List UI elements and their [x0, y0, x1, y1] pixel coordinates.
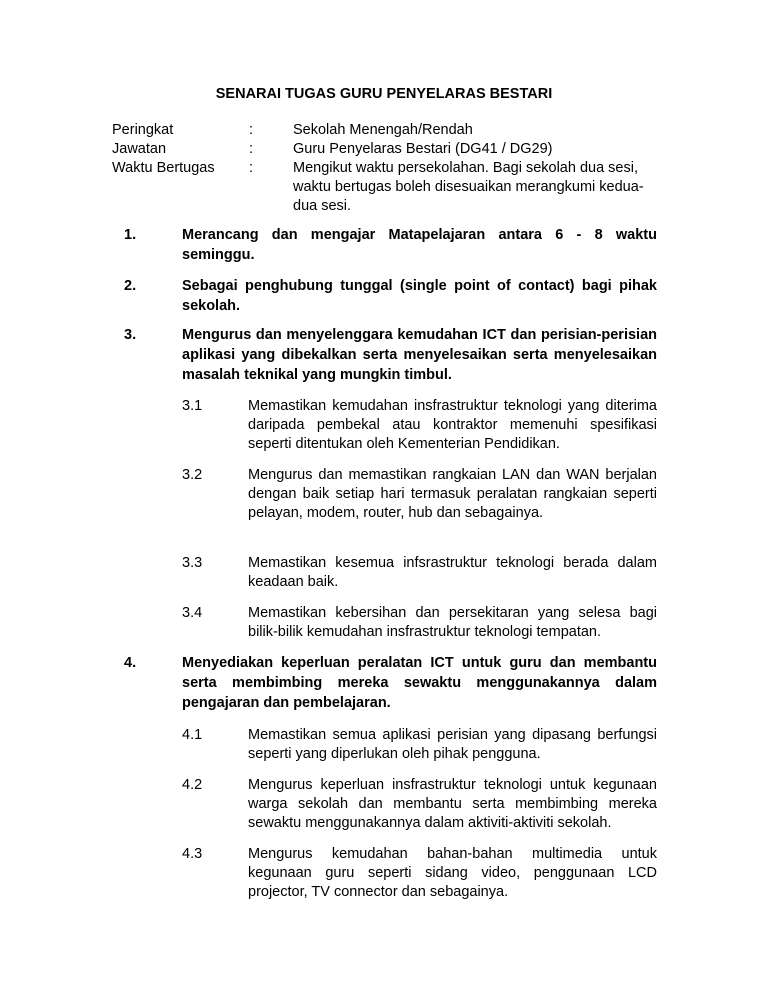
meta-block: [112, 121, 672, 216]
list-item-1: [112, 225, 657, 265]
item-text: Merancang dan mengajar Matapelajaran antara 6 - 8 waktu seminggu.: [182, 227, 657, 263]
meta-row-waktu-bertugas: [112, 159, 672, 216]
subitem-number: 3.2: [182, 467, 203, 483]
list-subitem-4-1: [182, 726, 657, 764]
subitem-number: 4.3: [182, 846, 203, 862]
document-title: SENARAI TUGAS GURU PENYELARAS BESTARI: [215, 86, 553, 102]
item-text: Sebagai penghubung tunggal (single point of contact) bagi pihak sekolah.: [182, 278, 657, 314]
item-text: Menyediakan keperluan peralatan ICT untuk guru dan membantu serta membimbing mereka sewaktu menggunakannya dalam pengajaran dan pembelajaran.: [182, 655, 657, 711]
list-subitem-3-1: [182, 397, 657, 454]
item-number: 2.: [124, 278, 137, 294]
subitem-number: 4.1: [182, 727, 203, 743]
subitem-number: 3.3: [182, 555, 203, 571]
list-subitem-4-2: [182, 776, 657, 833]
meta-value: Guru Penyelaras Bestari (DG41 / DG29): [293, 141, 553, 157]
meta-row-jawatan: [112, 140, 672, 159]
subitem-text: Mengurus dan memastikan rangkaian LAN dan WAN berjalan dengan baik setiap hari termasuk peralatan rangkaian seperti pelayan, modem, router, hub dan sebagainya.: [248, 467, 657, 521]
list-item-2: [112, 276, 657, 316]
item-number: 3.: [124, 327, 137, 343]
subitem-text: Mengurus keperluan insfrastruktur teknologi untuk kegunaan warga sekolah dan membantu serta membimbing mereka sewaktu menggunakannya dalam aktiviti-aktiviti sekolah.: [248, 777, 657, 831]
item-number: 1.: [124, 227, 137, 243]
item-number: 4.: [124, 655, 137, 671]
item-text: Mengurus dan menyelenggara kemudahan ICT dan perisian-perisian aplikasi yang dibekalkan serta menyelesaikan serta menyelesaikan masalah teknikal yang mungkin timbul.: [182, 327, 657, 383]
subitem-number: 3.4: [182, 605, 203, 621]
list-subitem-3-4: [182, 604, 657, 642]
subitem-number: 3.1: [182, 398, 203, 414]
subitem-text: Memastikan kesemua infsrastruktur teknologi berada dalam keadaan baik.: [248, 555, 657, 590]
list-item-4: [112, 653, 657, 713]
meta-row-peringkat: [112, 121, 672, 140]
meta-value: Sekolah Menengah/Rendah: [293, 122, 473, 138]
subitem-text: Mengurus kemudahan bahan-bahan multimedia untuk kegunaan guru seperti sidang video, penggunaan LCD projector, TV connector dan sebagainya.: [248, 846, 657, 900]
list-subitem-3-3: [182, 554, 657, 592]
meta-colon: :: [249, 160, 254, 176]
list-item-3: [112, 325, 657, 385]
subitem-text: Memastikan semua aplikasi perisian yang dipasang berfungsi seperti yang diperlukan oleh pihak pengguna.: [248, 727, 657, 762]
meta-label: Peringkat: [112, 122, 174, 138]
list-subitem-3-2: [182, 466, 657, 523]
meta-colon: :: [249, 141, 254, 157]
meta-label: Waktu Bertugas: [112, 160, 215, 176]
meta-label: Jawatan: [112, 141, 167, 157]
list-subitem-4-3: [182, 845, 657, 902]
subitem-text: Memastikan kebersihan dan persekitaran yang selesa bagi bilik-bilik kemudahan insfrastruktur teknologi tempatan.: [248, 605, 657, 640]
meta-value: Mengikut waktu persekolahan. Bagi sekolah dua sesi, waktu bertugas boleh disesuaikan merangkumi kedua-dua sesi.: [293, 160, 644, 214]
subitem-text: Memastikan kemudahan insfrastruktur teknologi yang diterima daripada pembekal atau kontraktor memenuhi spesifikasi seperti ditentukan oleh Kementerian Pendidikan.: [248, 398, 657, 452]
meta-colon: :: [249, 122, 254, 138]
subitem-number: 4.2: [182, 777, 203, 793]
